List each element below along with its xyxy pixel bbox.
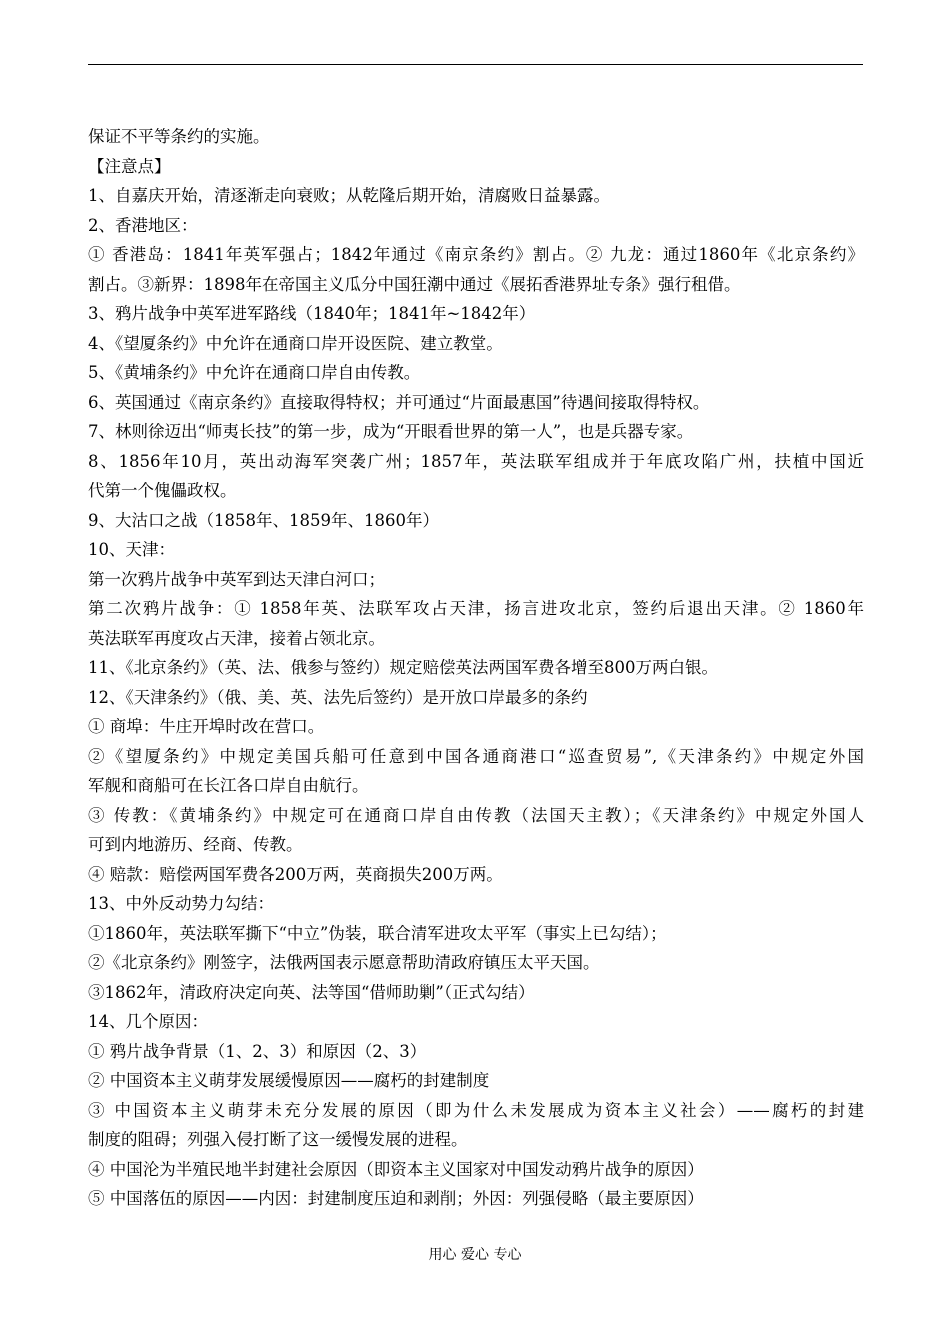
text-line: 军舰和商船可在长江各口岸自由航行。 — [88, 776, 369, 795]
text-line: ④ 赔款：赔偿两国军费各200万两，英商损失200万两。 — [88, 864, 503, 884]
text-line: 11、《北京条约》（英、法、俄参与签约）规定赔偿英法两国军费各增至800万两白银。 — [88, 658, 718, 677]
text-line: 12、《天津条约》（俄、美、英、法先后签约）是开放口岸最多的条约 — [88, 687, 588, 707]
text-line: 代第一个傀儡政权。 — [88, 481, 237, 500]
text-line: ⑤ 中国落伍的原因——内因：封建制度压迫和剥削；外因：列强侵略（最主要原因） — [88, 1189, 704, 1208]
text-line: 保证不平等条约的实施。 — [88, 127, 270, 146]
text-line: ③ 中国资本主义萌芽未充分发展的原因（即为什么未发展成为资本主义社会）——腐朽的封建 — [88, 1100, 864, 1120]
text-line: 可到内地游历、经商、传教。 — [88, 835, 303, 854]
text-line: ④ 中国沦为半殖民地半封建社会原因（即资本主义国家对中国发动鸦片战争的原因） — [88, 1159, 704, 1179]
text-line: ①1860年，英法联军撕下“中立”伪装，联合清军进攻太平军（事实上已勾结）； — [88, 923, 667, 943]
text-line: 2、香港地区： — [88, 215, 198, 235]
document-body — [88, 122, 864, 1214]
text-line: ②《北京条约》刚签字，法俄两国表示愿意帮助清政府镇压太平天国。 — [88, 953, 600, 972]
text-line: 13、中外反动势力勾结： — [88, 894, 274, 913]
text-line: 1、自嘉庆开始，清逐渐走向衰败；从乾隆后期开始，清腐败日益暴露。 — [88, 186, 610, 205]
text-line: ③ 传教：《黄埔条约》中规定可在通商口岸自由传教（法国天主教）；《天津条约》中规定外国人 — [88, 805, 864, 825]
text-line: ② 中国资本主义萌芽发展缓慢原因——腐朽的封建制度 — [88, 1071, 490, 1090]
text-line: 制度的阻碍；列强入侵打断了这一缓慢发展的进程。 — [88, 1130, 468, 1149]
text-line: 割占。③新界：1898年在帝国主义瓜分中国狂潮中通过《展拓香港界址专条》强行租借。 — [88, 274, 741, 294]
text-line: 第一次鸦片战争中英军到达天津白河口； — [88, 569, 385, 589]
text-line: 5、《黄埔条约》中允许在通商口岸自由传教。 — [88, 363, 421, 382]
text-line: 4、《望厦条约》中允许在通商口岸开设医院、建立教堂。 — [88, 333, 503, 353]
text-line: 9、大沽口之战（1858年、1859年、1860年） — [88, 510, 439, 530]
section-heading: 【注意点】 — [88, 156, 171, 176]
text-line: ②《望厦条约》中规定美国兵船可任意到中国各通商港口“巡查贸易”,《天津条约》中规定外国 — [88, 746, 864, 766]
text-line: ① 鸦片战争背景（1、2、3）和原因（2、3） — [88, 1041, 427, 1061]
text-line: ① 香港岛：1841年英军强占；1842年通过《南京条约》割占。② 九龙：通过1860年《北京条约》 — [88, 245, 864, 264]
text-line: 第二次鸦片战争：① 1858年英、法联军攻占天津，扬言进攻北京，签约后退出天津。② 1860年 — [88, 599, 864, 618]
text-line: 6、英国通过《南京条约》直接取得特权；并可通过“片面最惠国”待遇间接取得特权。 — [88, 392, 710, 412]
page-footer: 用心 爱心 专心 — [428, 1247, 522, 1263]
text-line: 3、鸦片战争中英军进军路线（1840年；1841年~1842年） — [88, 304, 536, 323]
text-line: 8、1856年10月，英出动海军突袭广州；1857年，英法联军组成并于年底攻陷广州，扶植中国近 — [88, 451, 864, 471]
text-line: 14、几个原因： — [88, 1012, 208, 1031]
text-line: 英法联军再度攻占天津，接着占领北京。 — [88, 628, 385, 648]
text-line: ③1862年，清政府决定向英、法等国“借师助剿”（正式勾结） — [88, 982, 535, 1002]
text-line: ① 商埠：牛庄开埠时改在营口。 — [88, 717, 325, 736]
header-rule — [88, 64, 863, 65]
text-line: 7、林则徐迈出“师夷长技”的第一步，成为“开眼看世界的第一人”，也是兵器专家。 — [88, 422, 694, 441]
text-line: 10、天津： — [88, 540, 175, 559]
